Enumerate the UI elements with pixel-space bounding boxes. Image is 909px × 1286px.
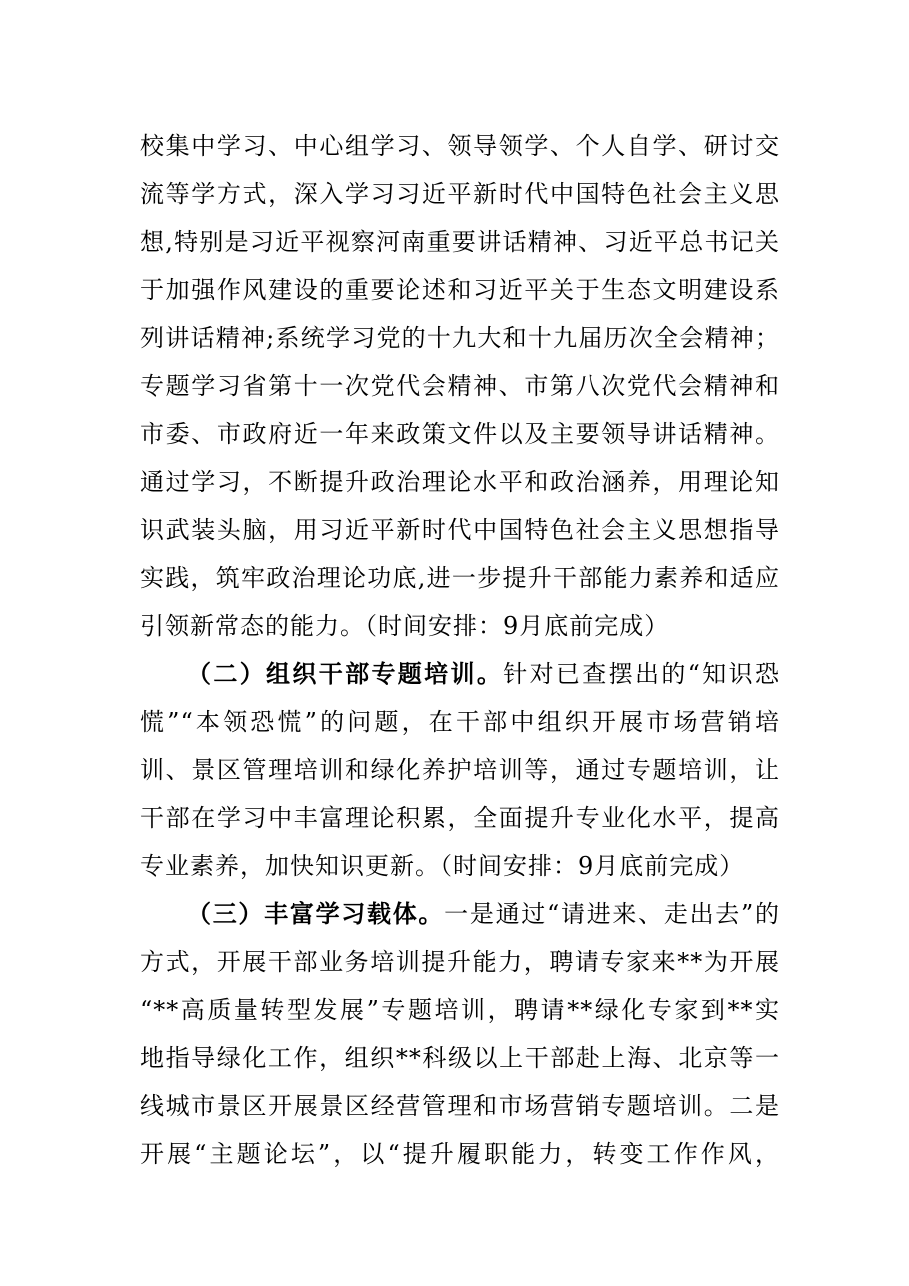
paragraph-line: 于加强作风建设的重要论述和习近平关于生态文明建设系 [140,276,780,304]
paragraph-line: 专题学习省第十一次党代会精神、市第八次党代会精神和 [140,372,780,400]
section-2-first-line [187,650,780,698]
paragraph-line: 实践，筑牢政治理论功底,进一步提升干部能力素养和适应 [140,564,780,592]
paragraph-line: 线城市景区开展景区经营管理和市场营销专题培训。二是 [140,1092,780,1120]
paragraph-line: 地指导绿化工作，组织**科级以上干部赴上海、北京等一 [140,1044,780,1072]
section-2-heading: （二）组织干部专题培训。 [187,660,504,688]
section-3-first-line [187,890,780,938]
paragraph-line: 引领新常态的能力。（时间安排：9月底前完成） [140,612,670,640]
paragraph-line: 慌”“本领恐慌”的问题，在干部中组织开展市场营销培 [140,708,780,736]
section-3-text: 一是通过“请进来、走出去”的 [444,900,780,928]
paragraph-line: 开展“主题论坛”，以“提升履职能力，转变工作作风， [140,1140,780,1168]
paragraph-line: 列讲话精神;系统学习党的十九大和十九届历次全会精神； [140,324,780,352]
paragraph-line: 校集中学习、中心组学习、领导领学、个人自学、研讨交 [140,132,780,160]
paragraph-line: 专业素养，加快知识更新。（时间安排：9月底前完成） [140,852,745,880]
paragraph-line: 通过学习，不断提升政治理论水平和政治涵养，用理论知 [140,468,780,496]
paragraph-line: 方式，开展干部业务培训提升能力，聘请专家来**为开展 [140,948,780,976]
paragraph-line: 识武装头脑，用习近平新时代中国特色社会主义思想指导 [140,516,780,544]
paragraph-line: 想,特别是习近平视察河南重要讲话精神、习近平总书记关 [140,228,780,256]
paragraph-line: “**高质量转型发展”专题培训，聘请**绿化专家到**实 [140,996,780,1024]
section-3-heading: （三）丰富学习载体。 [187,900,445,928]
paragraph-line: 市委、市政府近一年来政策文件以及主要领导讲话精神。 [140,420,780,448]
paragraph-line: 干部在学习中丰富理论积累，全面提升专业化水平，提高 [140,804,780,832]
section-2-text: 针对已查摆出的“知识恐 [503,660,780,688]
paragraph-line: 训、景区管理培训和绿化养护培训等，通过专题培训，让 [140,756,780,784]
paragraph-line: 流等学方式，深入学习习近平新时代中国特色社会主义思 [140,180,780,208]
